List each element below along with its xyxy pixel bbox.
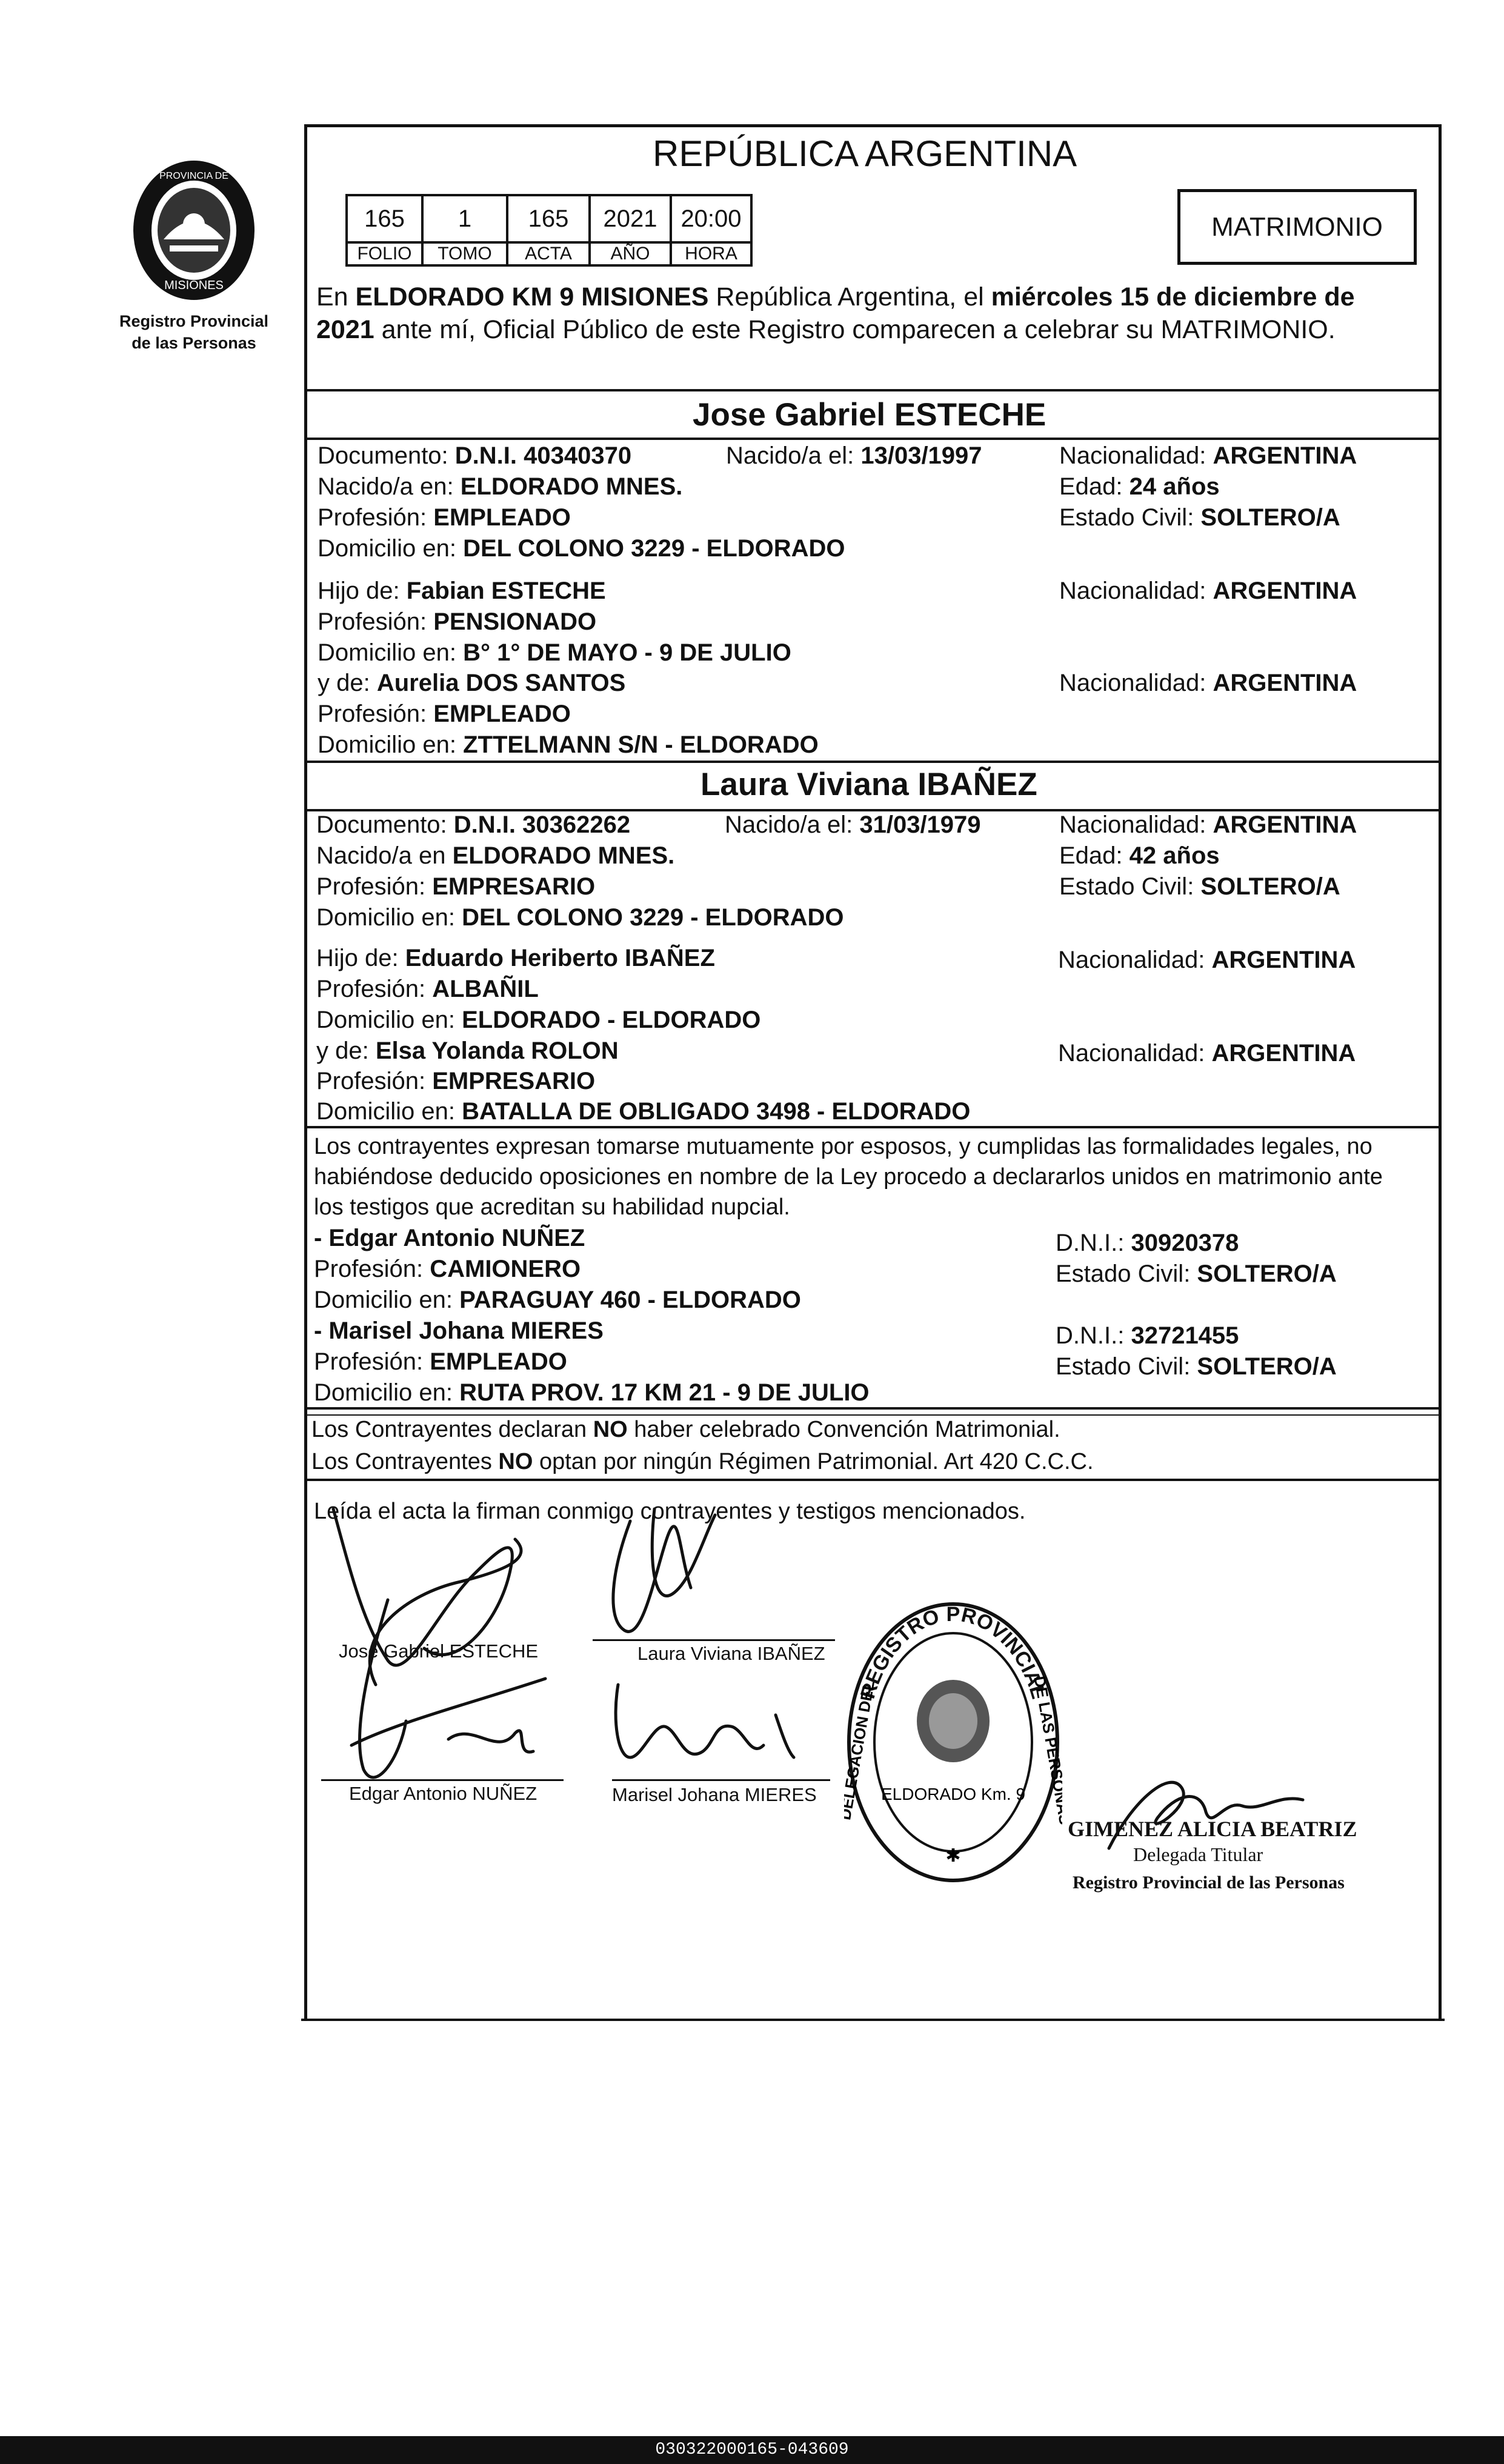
convencion-line1: Los Contrayentes declaran NO haber celebrado Convención Matrimonial. xyxy=(311,1417,1060,1442)
divider xyxy=(304,761,1442,763)
c1-nacido-el: Nacido/a el: 13/03/1997 xyxy=(726,442,982,469)
folio-label: FOLIO xyxy=(347,242,422,265)
folio-value: 165 xyxy=(347,195,422,242)
testigo2-profesion: Profesión: EMPLEADO xyxy=(314,1348,567,1375)
provincial-seal-logo xyxy=(121,155,267,306)
testigo2-name: - Marisel Johana MIERES xyxy=(314,1317,604,1344)
acta-value: 165 xyxy=(507,195,590,242)
firmas-intro: Leída el acta la firman conmigo contrayentes y testigos mencionados. xyxy=(314,1499,1026,1524)
testigo2-dni: D.N.I.: 32721455 xyxy=(1056,1322,1239,1349)
oficial-registro: Registro Provincial de las Personas xyxy=(1073,1873,1345,1893)
c2-documento: Documento: D.N.I. 30362262 xyxy=(316,811,631,838)
c1-padre-nacionalidad: Nacionalidad: ARGENTINA xyxy=(1059,578,1357,604)
contrayente2-name: Laura Viviana IBAÑEZ xyxy=(700,767,1037,802)
intro-line2 xyxy=(316,314,1336,345)
divider xyxy=(304,1126,1442,1128)
c1-padre-profesion: Profesión: PENSIONADO xyxy=(318,608,597,635)
c2-padre-nacionalidad: Nacionalidad: ARGENTINA xyxy=(1058,947,1356,973)
anio-value: 2021 xyxy=(590,195,671,242)
testigo1-name: - Edgar Antonio NUÑEZ xyxy=(314,1225,585,1251)
hora-label: HORA xyxy=(671,242,751,265)
c1-nacido-en: Nacido/a en: ELDORADO MNES. xyxy=(318,473,683,500)
logo-label xyxy=(91,310,297,354)
testigo1-estado-civil: Estado Civil: SOLTERO/A xyxy=(1056,1260,1337,1287)
stamp-ring-top: REGISTRO PROVINCIAL xyxy=(856,1602,1051,1702)
sig2-label: Laura Viviana IBAÑEZ xyxy=(637,1643,825,1664)
c1-padre: Hijo de: Fabian ESTECHE xyxy=(318,578,606,604)
c2-madre-profesion: Profesión: EMPRESARIO xyxy=(316,1068,596,1094)
c1-madre-nacionalidad: Nacionalidad: ARGENTINA xyxy=(1059,670,1357,696)
divider xyxy=(304,1407,1442,1410)
intro-place: ELDORADO KM 9 MISIONES xyxy=(355,282,709,311)
c2-edad: Edad: 42 años xyxy=(1059,842,1220,869)
hora-value: 20:00 xyxy=(671,195,751,242)
registry-table xyxy=(345,194,753,267)
act-type: MATRIMONIO xyxy=(1211,211,1383,242)
tomo-value: 1 xyxy=(422,195,507,242)
logo-label-line2: de las Personas xyxy=(131,334,256,352)
country-title: REPÚBLICA ARGENTINA xyxy=(653,133,1077,174)
sig2-line xyxy=(593,1639,835,1641)
stamp-star-icon: ✱ xyxy=(945,1845,961,1866)
c1-documento: Documento: D.N.I. 40340370 xyxy=(318,442,632,469)
logo-ring-top: PROVINCIA DE xyxy=(159,171,228,181)
logo-ring-bottom: MISIONES xyxy=(164,279,224,292)
c2-padre-profesion: Profesión: ALBAÑIL xyxy=(316,976,539,1002)
declaracion-line2: habiéndose deducido oposiciones en nombre de la Ley procedo a declararlos unidos en matrimonio ante xyxy=(314,1164,1383,1190)
c2-madre-nacionalidad: Nacionalidad: ARGENTINA xyxy=(1058,1040,1356,1067)
tomo-label: TOMO xyxy=(422,242,507,265)
c1-madre-domicilio: Domicilio en: ZTTELMANN S/N - ELDORADO xyxy=(318,731,819,758)
c2-domicilio: Domicilio en: DEL COLONO 3229 - ELDORADO xyxy=(316,904,844,931)
intro-line1 xyxy=(316,281,1355,313)
c2-nacido-en: Nacido/a en ELDORADO MNES. xyxy=(316,842,675,869)
c2-padre-domicilio: Domicilio en: ELDORADO - ELDORADO xyxy=(316,1007,761,1033)
intro-rest: ante mí, Oficial Público de este Registro comparecen a celebrar su MATRIMONIO. xyxy=(374,315,1336,344)
anio-label: AÑO xyxy=(590,242,671,265)
testigo1-profesion: Profesión: CAMIONERO xyxy=(314,1256,581,1282)
c1-estado-civil: Estado Civil: SOLTERO/A xyxy=(1059,504,1340,531)
oficial-cargo: Delegada Titular xyxy=(1133,1843,1263,1865)
footer-code: 030322000165-043609 xyxy=(0,2436,1504,2464)
act-type-box xyxy=(1177,189,1417,265)
logo-label-line1: Registro Provincial xyxy=(119,312,269,330)
stamp-ring-right: DE LAS PERSONAS xyxy=(1030,1674,1062,1826)
declaracion-line1: Los contrayentes expresan tomarse mutuamente por esposos, y cumplidas las formalidades legales, no xyxy=(314,1134,1373,1159)
c2-madre: y de: Elsa Yolanda ROLON xyxy=(316,1037,619,1064)
c1-profesion: Profesión: EMPLEADO xyxy=(318,504,571,531)
sig3-line xyxy=(321,1779,564,1781)
intro-prefix: En xyxy=(316,282,356,311)
stamp-inner: ELDORADO Km. 9 xyxy=(880,1785,1026,1803)
c2-estado-civil: Estado Civil: SOLTERO/A xyxy=(1059,873,1340,900)
official-stamp xyxy=(844,1600,1062,1885)
c2-nacionalidad: Nacionalidad: ARGENTINA xyxy=(1059,811,1357,838)
c1-domicilio: Domicilio en: DEL COLONO 3229 - ELDORADO xyxy=(318,535,845,562)
testigo1-domicilio: Domicilio en: PARAGUAY 460 - ELDORADO xyxy=(314,1287,801,1313)
c1-edad: Edad: 24 años xyxy=(1059,473,1220,500)
sig4-line xyxy=(612,1779,830,1781)
testigo1-dni: D.N.I.: 30920378 xyxy=(1056,1230,1239,1256)
c1-padre-domicilio: Domicilio en: B° 1° DE MAYO - 9 DE JULIO xyxy=(318,639,791,666)
testigo2-estado-civil: Estado Civil: SOLTERO/A xyxy=(1056,1353,1337,1380)
c1-nacionalidad: Nacionalidad: ARGENTINA xyxy=(1059,442,1357,469)
convencion-line2: Los Contrayentes NO optan por ningún Régimen Patrimonial. Art 420 C.C.C. xyxy=(311,1449,1094,1474)
contrayente1-name: Jose Gabriel ESTECHE xyxy=(693,397,1046,433)
sig1-label: Jose Gabriel ESTECHE xyxy=(339,1640,539,1662)
acta-label: ACTA xyxy=(507,242,590,265)
frame-bottom xyxy=(301,2019,1445,2021)
declaracion-line3: los testigos que acreditan su habilidad nupcial. xyxy=(314,1194,790,1220)
divider xyxy=(304,389,1442,391)
sig4-label: Marisel Johana MIERES xyxy=(612,1784,817,1805)
c2-madre-domicilio: Domicilio en: BATALLA DE OBLIGADO 3498 - ELDORADO xyxy=(316,1098,971,1125)
c1-madre: y de: Aurelia DOS SANTOS xyxy=(318,670,626,696)
intro-date: miércoles 15 de diciembre de xyxy=(991,282,1355,311)
intro-mid: República Argentina, el xyxy=(708,282,991,311)
intro-year: 2021 xyxy=(316,315,374,344)
c2-nacido-el: Nacido/a el: 31/03/1979 xyxy=(725,811,981,838)
c2-padre: Hijo de: Eduardo Heriberto IBAÑEZ xyxy=(316,945,715,971)
c1-madre-profesion: Profesión: EMPLEADO xyxy=(318,701,571,727)
testigo2-domicilio: Domicilio en: RUTA PROV. 17 KM 21 - 9 DE JULIO xyxy=(314,1379,870,1406)
c2-profesion: Profesión: EMPRESARIO xyxy=(316,873,596,900)
sig3-label: Edgar Antonio NUÑEZ xyxy=(349,1783,537,1804)
divider xyxy=(304,1479,1442,1481)
oficial-name: GIMENEZ ALICIA BEATRIZ xyxy=(1068,1817,1357,1841)
stamp-ring-left: DELEGACION DEL xyxy=(844,1679,879,1822)
divider xyxy=(304,438,1442,440)
